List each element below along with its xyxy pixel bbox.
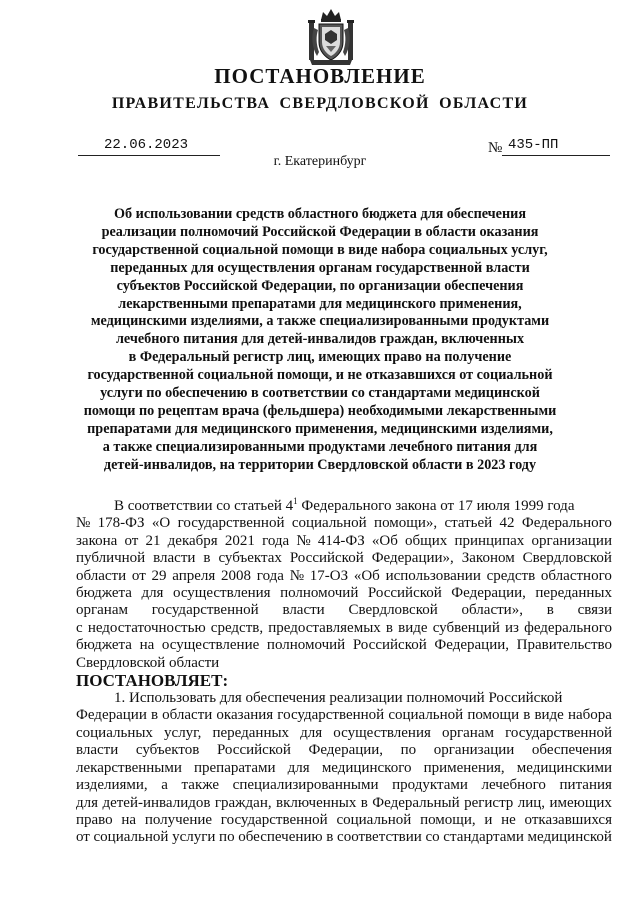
preamble-line: бюджета на осуществление полномочий Российской Федерации, Правительство <box>76 637 612 654</box>
document-body <box>76 498 612 847</box>
document-title: ПОСТАНОВЛЕНИЕ <box>214 64 426 88</box>
subject-line: лечебного питания для детей-инвалидов граждан, включенных <box>115 331 525 348</box>
preamble-line: области от 29 апреля 2008 года № 17-ОЗ «Об использовании средств областного <box>76 567 612 584</box>
subject-line: субъектов Российской Федерации, по организации обеспечения <box>116 277 524 294</box>
preamble-line: органам государственной власти Свердловской области», в связи <box>76 602 612 619</box>
item1-line: изделиями, а также специализированными продуктами лечебного питания <box>76 777 612 794</box>
item1-line: от социальной услуги по обеспечению в соответствии со стандартами медицинской <box>76 829 612 846</box>
preamble-first-line: В соответствии со статьей $4^1$ Федерального закона от 17 июля 1999 года <box>114 496 575 514</box>
subject-line: переданных для осуществления органам государственной власти <box>110 259 530 276</box>
subject-line: а также специализированными продуктами лечебного питания для <box>102 438 538 455</box>
document-date: 22.06.2023 <box>78 135 220 156</box>
document-issuer: ПРАВИТЕЛЬСТВА СВЕРДЛОВСКОЙ ОБЛАСТИ <box>111 95 529 112</box>
document-city: г. Екатеринбург <box>273 154 367 169</box>
subject-line: в Федеральный регистр лиц, имеющих право на получение <box>128 349 512 366</box>
item1-line: лекарственными препаратами для медицинского применения, медицинскими <box>76 759 612 776</box>
preamble-last-line: Свердловской области <box>76 654 220 671</box>
subject-line: Об использовании средств областного бюджета для обеспечения <box>113 206 527 222</box>
document-number: 435-ПП <box>502 135 610 156</box>
number-label: № <box>488 140 503 156</box>
subject-line: услуги по обеспечению в соответствии со стандартами медицинской <box>100 385 540 402</box>
subject-line: государственной социальной помощи в виде набора социальных услуг, <box>92 241 548 258</box>
item1-line: для детей-инвалидов граждан, включенных в Федеральный регистр лиц, имеющих <box>76 794 612 811</box>
article-superscript: 1 <box>293 496 298 506</box>
coat-of-arms-icon <box>306 6 356 68</box>
preamble-line: публичной власти в субъектах Российской Федерации», Законом Свердловской <box>76 550 612 567</box>
item1-line: социальных услуг, переданных для осуществления органам государственной <box>76 724 612 741</box>
item1-line: власти субъектов Российской Федерации, по организации обеспечения <box>76 742 612 759</box>
preamble-line: с недостаточностью средств, предоставляемых в виде субвенций из федерального <box>76 619 612 636</box>
subject-line: медицинскими изделиями, а также специализированными продуктами <box>90 313 550 330</box>
subject-line: реализации полномочий Российской Федерации в области оказания <box>101 223 539 240</box>
document-subject <box>70 206 570 475</box>
item1-first-line: 1. Использовать для обеспечения реализации полномочий Российской <box>114 690 563 707</box>
subject-line: детей-инвалидов, на территории Свердловской области в 2023 году <box>103 456 537 473</box>
preamble-line: закона от 21 декабря 2021 года № 414-ФЗ «Об общих принципах организации <box>76 532 612 549</box>
subject-line: помощи по рецептам врача (фельдшера) необходимыми лекарственными <box>83 402 557 419</box>
preamble-line: № 178-ФЗ «О государственной социальной помощи», статьей 42 Федерального <box>76 515 612 532</box>
preamble-line: бюджета для осуществления полномочий Российской Федерации, переданных <box>76 585 612 602</box>
subject-line: лекарственными препаратами для медицинского применения, <box>118 295 522 312</box>
subject-line: препаратами для медицинского применения, медицинскими изделиями, <box>87 420 553 437</box>
subject-line: государственной социальной помощи, и не отказавшихся от социальной <box>87 367 553 384</box>
decree-word: ПОСТАНОВЛЯЕТ: <box>76 671 229 691</box>
item1-line: Федерации в области оказания государственной социальной помощи в виде набора <box>76 707 612 724</box>
item1-line: право на получение государственной социальной помощи, и не отказавшихся <box>76 811 612 828</box>
